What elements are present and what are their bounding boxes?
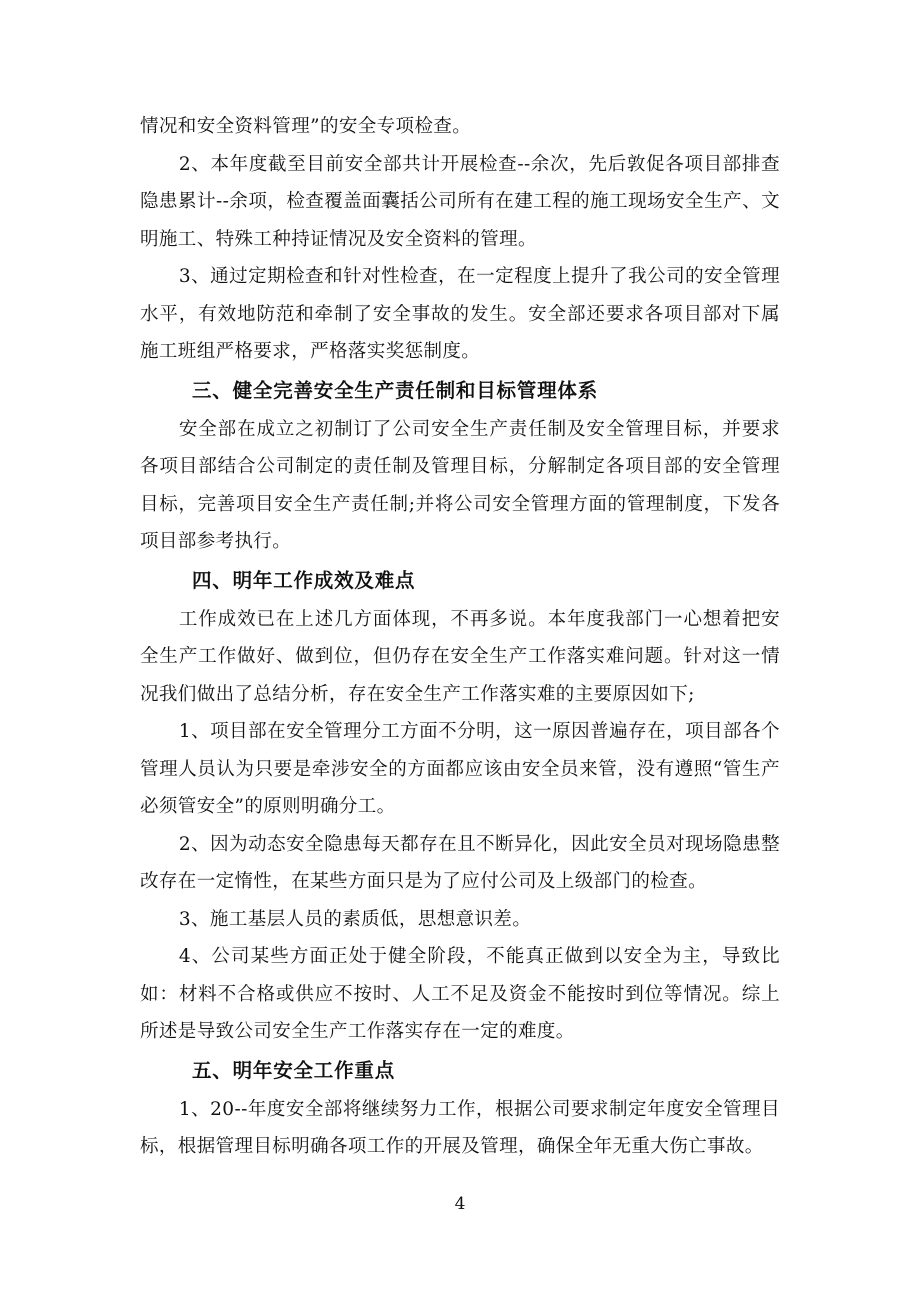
document-body [140,108,780,1166]
paragraph-section-4-intro: 工作成效已在上述几方面体现，不再多说。本年度我部门一心想着把安全生产工作做好、做到位，但仍存在安全生产工作落实难问题。针对这一情况我们做出了总结分析，存在安全生产工作落实难的主要原因如下; [140,608,780,705]
paragraph-reason-4: 4、公司某些方面正处于健全阶段，不能真正做到以安全为主，导致比如：材料不合格或供应不按时、人工不足及资金不能按时到位等情况。综上所述是导致公司安全生产工作落实存在一定的难度。 [140,946,780,1042]
section-heading-4: 四、明年工作成效及难点 [192,568,416,592]
paragraph-reason-3: 3、施工基层人员的素质低，思想意识差。 [178,908,532,930]
paragraph-item-2: 2、本年度截至目前安全部共计开展检查--余次，先后敦促各项目部排查隐患累计--余项，检查覆盖面囊括公司所有在建工程的施工现场安全生产、文明施工、特殊工种持证情况及安全资料的管理。 [140,153,780,250]
page-number: 4 [454,1194,466,1214]
section-heading-3: 三、健全完善安全生产责任制和目标管理体系 [192,378,599,402]
paragraph-reason-1: 1、项目部在安全管理分工方面不分明，这一原因普遍存在，项目部各个管理人员认为只要是牵涉安全的方面都应该由安全员来管，没有遵照“管生产必须管安全”的原则明确分工。 [140,721,780,817]
paragraph-continuation: 情况和安全资料管理”的安全专项检查。 [140,116,472,137]
paragraph-focus-1: 1、20--年度安全部将继续努力工作，根据公司要求制定年度安全管理目标，根据管理目标明确各项工作的开展及管理，确保全年无重大伤亡事故。 [140,1098,780,1157]
paragraph-section-3: 安全部在成立之初制订了公司安全生产责任制及安全管理目标，并要求各项目部结合公司制定的责任制及管理目标，分解制定各项目部的安全管理目标，完善项目安全生产责任制;并将公司安全管理方面的管理制度，下发各项目部参考执行。 [140,418,780,552]
paragraph-item-3: 3、通过定期检查和针对性检查，在一定程度上提升了我公司的安全管理水平，有效地防范和牵制了安全事故的发生。安全部还要求各项目部对下属施工班组严格要求，严格落实奖惩制度。 [140,266,780,362]
paragraph-reason-2: 2、因为动态安全隐患每天都存在且不断异化，因此安全员对现场隐患整改存在一定惰性，在某些方面只是为了应付公司及上级部门的检查。 [140,833,780,892]
section-heading-5: 五、明年安全工作重点 [192,1058,396,1082]
